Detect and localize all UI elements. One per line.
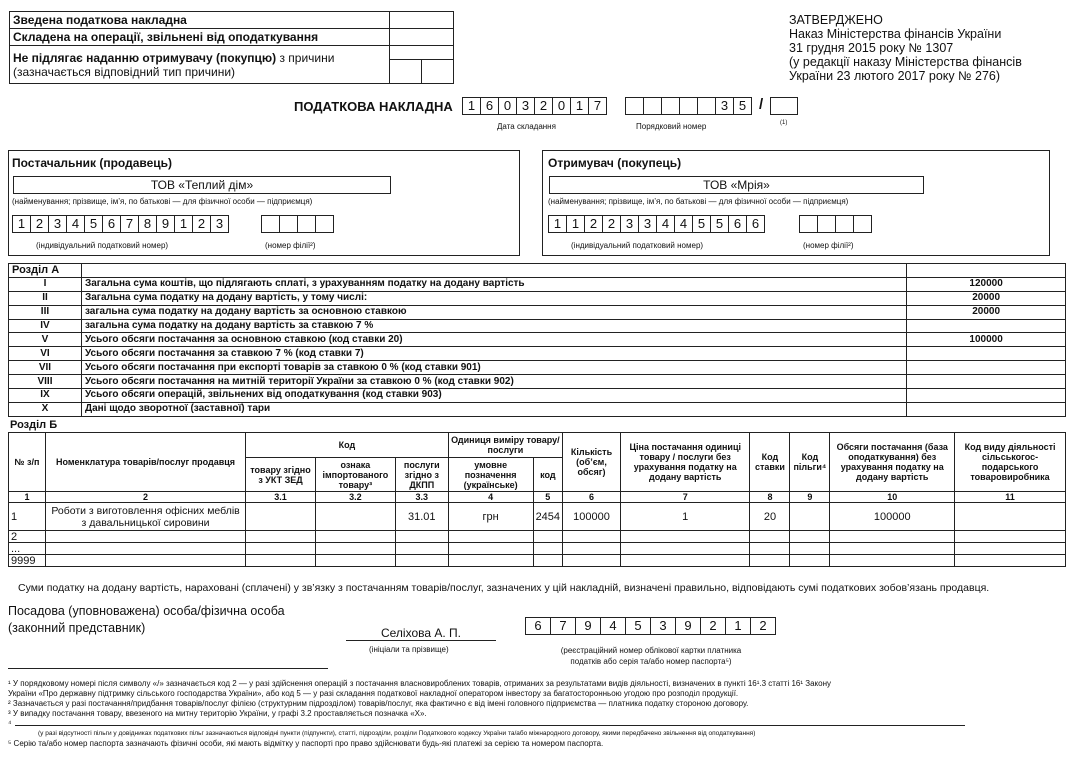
cell-benefit[interactable] bbox=[790, 531, 830, 543]
section-a-row-number: VIII bbox=[9, 375, 82, 389]
taxpayer-card-digit[interactable]: 9 bbox=[575, 617, 601, 635]
cell-price[interactable] bbox=[620, 531, 750, 543]
cell-code[interactable] bbox=[533, 531, 562, 543]
section-a-row-number: IX bbox=[9, 389, 82, 403]
cell-rate[interactable]: 20 bbox=[750, 503, 790, 531]
buyer-ipn-digit[interactable]: 5 bbox=[692, 215, 711, 233]
cell-dkpp[interactable] bbox=[395, 531, 448, 543]
column-number-cell: 2 bbox=[45, 492, 245, 503]
buyer-ipn-digit[interactable]: 2 bbox=[584, 215, 603, 233]
section-a-row-value[interactable] bbox=[907, 389, 1066, 403]
taxpayer-card-digit[interactable]: 3 bbox=[650, 617, 676, 635]
approval-block: ЗАТВЕРДЖЕНО Наказ Міністерства фінансів України 31 грудня 2015 року № 1307 (у редакції наказу Міністерства фінансів України 23 лютого 2017 року № 276) bbox=[789, 13, 1022, 83]
cell-qty[interactable] bbox=[563, 555, 621, 567]
section-a-row bbox=[9, 305, 1066, 319]
number-digit-cell[interactable] bbox=[679, 97, 698, 115]
section-a-row bbox=[9, 402, 1066, 416]
seller-ipn-digit[interactable]: 2 bbox=[192, 215, 211, 233]
buyer-title: Отримувач (покупець) bbox=[548, 156, 682, 170]
col-import-header: ознака імпортованого товару³ bbox=[315, 458, 395, 492]
buyer-branch-cells[interactable] bbox=[799, 215, 872, 233]
cell-agri[interactable] bbox=[955, 531, 1066, 543]
cell-name[interactable] bbox=[45, 555, 245, 567]
date-digit-cell[interactable]: 1 bbox=[462, 97, 481, 115]
col-benefit-header: Код пільги⁴ bbox=[790, 433, 830, 492]
column-number-cell: 8 bbox=[750, 492, 790, 503]
column-number-cell: 11 bbox=[955, 492, 1066, 503]
table-row bbox=[9, 531, 1066, 543]
column-number-cell: 3.2 bbox=[315, 492, 395, 503]
section-a-row-value[interactable] bbox=[907, 375, 1066, 389]
col-nomenclature-header: Номенклатура товарів/послуг продавця bbox=[45, 433, 245, 492]
col-rate-header: Код ставки bbox=[750, 433, 790, 492]
buyer-ipn-digit[interactable]: 5 bbox=[710, 215, 729, 233]
buyer-ipn-digit[interactable]: 6 bbox=[746, 215, 765, 233]
seller-title: Постачальник (продавець) bbox=[12, 156, 173, 170]
cell-name[interactable] bbox=[45, 543, 245, 555]
cell-n: 9999 bbox=[9, 555, 46, 567]
section-a-row-text: Усього обсяги постачання за основною ставкою (код ставки 20) bbox=[81, 333, 906, 347]
taxpayer-card-digit[interactable]: 5 bbox=[625, 617, 651, 635]
cell-imp[interactable] bbox=[315, 503, 395, 531]
taxpayer-card-digit[interactable]: 2 bbox=[700, 617, 726, 635]
buyer-ipn-digit[interactable]: 6 bbox=[728, 215, 747, 233]
section-a-row bbox=[9, 361, 1066, 375]
col-qty-header: Кількість (об’єм, обсяг) bbox=[563, 433, 621, 492]
column-number-cell: 7 bbox=[620, 492, 750, 503]
section-a-row bbox=[9, 333, 1066, 347]
cell-rate[interactable] bbox=[750, 543, 790, 555]
signatory-name[interactable]: Селіхова А. П. bbox=[346, 626, 496, 641]
signatory-name-hint: (ініціали та прізвище) bbox=[369, 645, 449, 654]
column-number-cell: 10 bbox=[830, 492, 955, 503]
number-digit-cell[interactable] bbox=[625, 97, 644, 115]
col-code-header: Код bbox=[246, 433, 449, 458]
col-price-header: Ціна постачання одиниці товару / послуги без урахування податку на додану вартість bbox=[620, 433, 750, 492]
date-digit-cell[interactable]: 1 bbox=[570, 97, 589, 115]
number-digit-cell[interactable] bbox=[661, 97, 680, 115]
cell-volume[interactable] bbox=[830, 555, 955, 567]
taxpayer-card-digit[interactable]: 4 bbox=[600, 617, 626, 635]
seller-ipn-digit[interactable]: 4 bbox=[66, 215, 85, 233]
column-number-cell: 1 bbox=[9, 492, 46, 503]
buyer-ipn-digit[interactable]: 3 bbox=[638, 215, 657, 233]
column-number-cell: 9 bbox=[790, 492, 830, 503]
col-unit-code-header: код bbox=[533, 458, 562, 492]
buyer-ipn-digit[interactable]: 1 bbox=[548, 215, 567, 233]
cell-ukt[interactable] bbox=[246, 543, 316, 555]
seller-ipn-digit[interactable]: 1 bbox=[174, 215, 193, 233]
section-a-row bbox=[9, 389, 1066, 403]
seller-ipn-digit[interactable]: 2 bbox=[30, 215, 49, 233]
buyer-name-hint: (найменування; прізвище, ім’я, по батькові — для фізичної особи — підприємця) bbox=[548, 197, 849, 206]
col-agri-header: Код виду діяльності сільськогос-подарського товаровиробника bbox=[955, 433, 1066, 492]
cell-code[interactable]: 2454 bbox=[533, 503, 562, 531]
summary-invoice-cell[interactable] bbox=[390, 12, 454, 29]
footnote-1: ¹ У порядковому номері після символу «/» зазначається код 2 — у разі здійснення операцій з постачання власновироблених товарів, отриманих за результатами видів діяльності, визначених в пункті 16¹.3 статті 16¹ Закону bbox=[8, 679, 831, 688]
date-digit-cell[interactable]: 2 bbox=[534, 97, 553, 115]
date-cells[interactable] bbox=[462, 97, 607, 115]
seller-ipn-digit[interactable]: 1 bbox=[12, 215, 31, 233]
column-number-cell: 4 bbox=[448, 492, 533, 503]
col-volume-header: Обсяги постачання (база оподаткування) без урахування податку на додану вартість bbox=[830, 433, 955, 492]
cell-ukt[interactable] bbox=[246, 531, 316, 543]
section-a-row-number: I bbox=[9, 277, 82, 291]
buyer-ipn-digit[interactable]: 1 bbox=[566, 215, 585, 233]
cell-benefit[interactable] bbox=[790, 543, 830, 555]
cell-imp[interactable] bbox=[315, 555, 395, 567]
number-digit-cell[interactable] bbox=[643, 97, 662, 115]
section-b-table bbox=[8, 432, 1066, 567]
section-a-row-value[interactable]: 20000 bbox=[907, 305, 1066, 319]
col-num-header: № з/п bbox=[9, 433, 46, 492]
cell-unit[interactable] bbox=[448, 531, 533, 543]
date-digit-cell[interactable]: 0 bbox=[498, 97, 517, 115]
cell-qty[interactable] bbox=[563, 543, 621, 555]
footnote-3: ³ У випадку постачання товару, ввезеного на митну територію України, у графі 3.2 проставляється позначка «Х». bbox=[8, 709, 427, 718]
column-number-cell: 3.1 bbox=[246, 492, 316, 503]
taxpayer-card-cells[interactable] bbox=[525, 617, 776, 635]
col-dkpp-header: послуги згідно з ДКПП bbox=[395, 458, 448, 492]
taxpayer-card-digit[interactable]: 1 bbox=[725, 617, 751, 635]
number-digit-cell[interactable] bbox=[697, 97, 716, 115]
section-a-title: Розділ А bbox=[9, 264, 82, 278]
header-box bbox=[9, 11, 454, 84]
seller-ipn-digit[interactable]: 9 bbox=[156, 215, 175, 233]
exempt-operations-label: Складена на операції, звільнені від оподаткування bbox=[10, 29, 390, 46]
column-number-cell: 5 bbox=[533, 492, 562, 503]
footnote-4: ⁴ bbox=[8, 719, 1068, 729]
col-ukt-header: товару згідно з УКТ ЗЕД bbox=[246, 458, 316, 492]
taxpayer-card-hint: (реєстраційний номер облікової картки платника податків або серія та/або номер паспорта⁵) bbox=[560, 646, 742, 666]
buyer-ipn-cells[interactable] bbox=[548, 215, 765, 233]
number-digit-cell[interactable]: 5 bbox=[733, 97, 752, 115]
not-provided-label: Не підлягає наданню отримувачу (покупцю) з причини (зазначається відповідний тип причини) bbox=[10, 46, 390, 84]
cell-rate[interactable] bbox=[750, 531, 790, 543]
footnote-5: ⁵ Серію та/або номер паспорта зазначають фізичні особи, які мають відмітку у паспорті про право здійснювати будь-які платежі за серією та номером паспорта. bbox=[8, 739, 604, 748]
footnote-4b: (у разі відсутності пільги у довідниках податкових пільг зазначаються відповідні пункти (підпункти), статті, підрозділи, розділи Податкового кодексу України та/або міжнародного договору, якими передбачено звільнення від оподаткування) bbox=[38, 730, 756, 737]
date-digit-cell[interactable]: 3 bbox=[516, 97, 535, 115]
footnote-1b: України «Про державну підтримку сільського господарства України», або код 5 — у разі складання податкової накладної оператором інвестору за багатосторонньою угодою про розподіл продукції. bbox=[8, 689, 739, 698]
section-a-row-text: Усього обсяги постачання за ставкою 7 % (код ставки 7) bbox=[81, 347, 906, 361]
section-a-row-value[interactable] bbox=[907, 361, 1066, 375]
section-a-row-number: III bbox=[9, 305, 82, 319]
seller-box bbox=[8, 150, 520, 256]
summary-invoice-label: Зведена податкова накладна bbox=[10, 12, 390, 29]
cell-unit[interactable]: грн bbox=[448, 503, 533, 531]
section-a-table bbox=[8, 263, 1066, 417]
section-a-row-number: II bbox=[9, 291, 82, 305]
cell-agri[interactable] bbox=[955, 555, 1066, 567]
seller-ipn-digit[interactable]: 6 bbox=[102, 215, 121, 233]
buyer-ipn-digit[interactable]: 4 bbox=[656, 215, 675, 233]
cell-unit[interactable] bbox=[448, 543, 533, 555]
section-a-row-value[interactable] bbox=[907, 347, 1066, 361]
footnotes bbox=[8, 679, 1068, 749]
cell-code[interactable] bbox=[533, 543, 562, 555]
cell-agri[interactable] bbox=[955, 503, 1066, 531]
cell-benefit[interactable] bbox=[790, 503, 830, 531]
buyer-ipn-digit[interactable]: 3 bbox=[620, 215, 639, 233]
section-a-row-value[interactable]: 100000 bbox=[907, 333, 1066, 347]
number-digit-cell[interactable]: 3 bbox=[715, 97, 734, 115]
section-a-row-text: Усього обсяги постачання на митній території України за ставкою 0 % (код ставки 902) bbox=[81, 375, 906, 389]
section-a-row-value[interactable]: 20000 bbox=[907, 291, 1066, 305]
cell-benefit[interactable] bbox=[790, 555, 830, 567]
seller-name-field[interactable]: ТОВ «Теплий дім» bbox=[13, 176, 391, 194]
reason-type-cell-2[interactable] bbox=[422, 60, 454, 84]
seller-ipn-digit[interactable]: 3 bbox=[210, 215, 229, 233]
cell-ukt[interactable] bbox=[246, 503, 316, 531]
footnotes-divider bbox=[8, 668, 328, 669]
col-unit-name-header: умовне позначення (українське) bbox=[448, 458, 533, 492]
cell-qty[interactable]: 100000 bbox=[563, 503, 621, 531]
column-number-cell: 6 bbox=[563, 492, 621, 503]
table-row bbox=[9, 555, 1066, 567]
buyer-box bbox=[542, 150, 1050, 256]
section-a-row-value[interactable] bbox=[907, 402, 1066, 416]
number-cells[interactable] bbox=[625, 97, 752, 115]
statement-text: Суми податку на додану вартість, нараховані (сплачені) у зв’язку з постачанням товарів/послуг, зазначених у цій накладній, визначені правильно, відповідають сумі податкових зобов’язань продавця. bbox=[18, 582, 990, 594]
taxpayer-card-digit[interactable]: 9 bbox=[675, 617, 701, 635]
cell-rate[interactable] bbox=[750, 555, 790, 567]
section-a-row-text: загальна сума податку на додану вартість за ставкою 7 % bbox=[81, 319, 906, 333]
section-a-row bbox=[9, 347, 1066, 361]
number-label: Порядковий номер bbox=[636, 122, 707, 131]
section-b-title: Розділ Б bbox=[10, 419, 58, 431]
section-a-row-number: X bbox=[9, 402, 82, 416]
table-row bbox=[9, 503, 1066, 531]
seller-ipn-label: (індивідуальний податковий номер) bbox=[36, 241, 169, 250]
cell-n: 1 bbox=[9, 503, 46, 531]
number-slash: / bbox=[759, 96, 764, 113]
number-sup: (1) bbox=[780, 120, 788, 126]
cell-volume[interactable]: 100000 bbox=[830, 503, 955, 531]
footnote-2: ² Зазначається у разі постачання/придбання товарів/послуг філією (структурним підрозділом) товарів/послуг, яка фактично є від імені головного підприємства — платника податку стороною договору. bbox=[8, 699, 749, 708]
seller-ipn-cells[interactable] bbox=[12, 215, 229, 233]
buyer-branch-label: (номер філії²) bbox=[803, 241, 854, 250]
cell-ukt[interactable] bbox=[246, 555, 316, 567]
col-unit-header: Одиниця виміру товару/послуги bbox=[448, 433, 562, 458]
section-a-row-text: Дані щодо зворотної (заставної) тари bbox=[81, 402, 906, 416]
section-a-row-number: IV bbox=[9, 319, 82, 333]
seller-name-hint: (найменування; прізвище, ім’я, по батькові — для фізичної особи — підприємця) bbox=[12, 197, 313, 206]
taxpayer-card-digit[interactable]: 7 bbox=[550, 617, 576, 635]
cell-imp[interactable] bbox=[315, 531, 395, 543]
cell-imp[interactable] bbox=[315, 543, 395, 555]
buyer-ipn-digit[interactable]: 2 bbox=[602, 215, 621, 233]
cell-dkpp[interactable] bbox=[395, 555, 448, 567]
buyer-ipn-digit[interactable]: 4 bbox=[674, 215, 693, 233]
seller-branch-cells[interactable] bbox=[261, 215, 334, 233]
seller-ipn-digit[interactable]: 7 bbox=[120, 215, 139, 233]
date-digit-cell[interactable]: 6 bbox=[480, 97, 499, 115]
buyer-name-field[interactable]: ТОВ «Мрія» bbox=[549, 176, 924, 194]
number-suffix-cell[interactable] bbox=[770, 97, 798, 115]
section-a-row bbox=[9, 277, 1066, 291]
signatory-position: Посадова (уповноважена) особа/фізична особа (законний представник) bbox=[8, 604, 285, 635]
date-digit-cell[interactable]: 7 bbox=[588, 97, 607, 115]
column-numbers-row bbox=[9, 492, 1066, 503]
taxpayer-card-digit[interactable]: 6 bbox=[525, 617, 551, 635]
cell-name[interactable] bbox=[45, 531, 245, 543]
cell-price[interactable] bbox=[620, 555, 750, 567]
cell-unit[interactable] bbox=[448, 555, 533, 567]
section-a-row-value[interactable] bbox=[907, 319, 1066, 333]
date-label: Дата складання bbox=[497, 122, 556, 131]
section-a-row-number: VII bbox=[9, 361, 82, 375]
invoice-title: ПОДАТКОВА НАКЛАДНА bbox=[294, 99, 453, 114]
cell-price[interactable]: 1 bbox=[620, 503, 750, 531]
cell-volume[interactable] bbox=[830, 543, 955, 555]
section-a-row-number: VI bbox=[9, 347, 82, 361]
section-a-row bbox=[9, 375, 1066, 389]
section-a-row-text: Загальна сума податку на додану вартість, у тому числі: bbox=[81, 291, 906, 305]
cell-n: 2 bbox=[9, 531, 46, 543]
cell-dkpp[interactable]: 31.01 bbox=[395, 503, 448, 531]
cell-code[interactable] bbox=[533, 555, 562, 567]
cell-dkpp[interactable] bbox=[395, 543, 448, 555]
section-a-row-number: V bbox=[9, 333, 82, 347]
seller-ipn-digit[interactable]: 3 bbox=[48, 215, 67, 233]
taxpayer-card-digit[interactable]: 2 bbox=[750, 617, 776, 635]
cell-volume[interactable] bbox=[830, 531, 955, 543]
section-a-row-text: Загальна сума коштів, що підлягають сплаті, з урахуванням податку на додану вартість bbox=[81, 277, 906, 291]
section-a-row bbox=[9, 319, 1066, 333]
reason-type-cell-1[interactable] bbox=[390, 60, 422, 84]
cell-name[interactable]: Роботи з виготовлення офісних меблів з давальницької сировини bbox=[45, 503, 245, 531]
section-a-row-text: Усього обсяги операцій, звільнених від оподаткування (код ставки 903) bbox=[81, 389, 906, 403]
buyer-ipn-label: (індивідуальний податковий номер) bbox=[571, 241, 704, 250]
cell-price[interactable] bbox=[620, 543, 750, 555]
cell-agri[interactable] bbox=[955, 543, 1066, 555]
section-a-row bbox=[9, 291, 1066, 305]
seller-ipn-digit[interactable]: 8 bbox=[138, 215, 157, 233]
section-a-row-value[interactable]: 120000 bbox=[907, 277, 1066, 291]
date-digit-cell[interactable]: 0 bbox=[552, 97, 571, 115]
seller-ipn-digit[interactable]: 5 bbox=[84, 215, 103, 233]
section-a-row-text: загальна сума податку на додану вартість за основною ставкою bbox=[81, 305, 906, 319]
not-provided-cell[interactable] bbox=[390, 46, 454, 60]
column-number-cell: 3.3 bbox=[395, 492, 448, 503]
exempt-operations-cell[interactable] bbox=[390, 29, 454, 46]
section-a-row-text: Усього обсяги постачання при експорті товарів за ставкою 0 % (код ставки 901) bbox=[81, 361, 906, 375]
table-row bbox=[9, 543, 1066, 555]
cell-qty[interactable] bbox=[563, 531, 621, 543]
seller-branch-label: (номер філії²) bbox=[265, 241, 316, 250]
cell-n: ... bbox=[9, 543, 46, 555]
